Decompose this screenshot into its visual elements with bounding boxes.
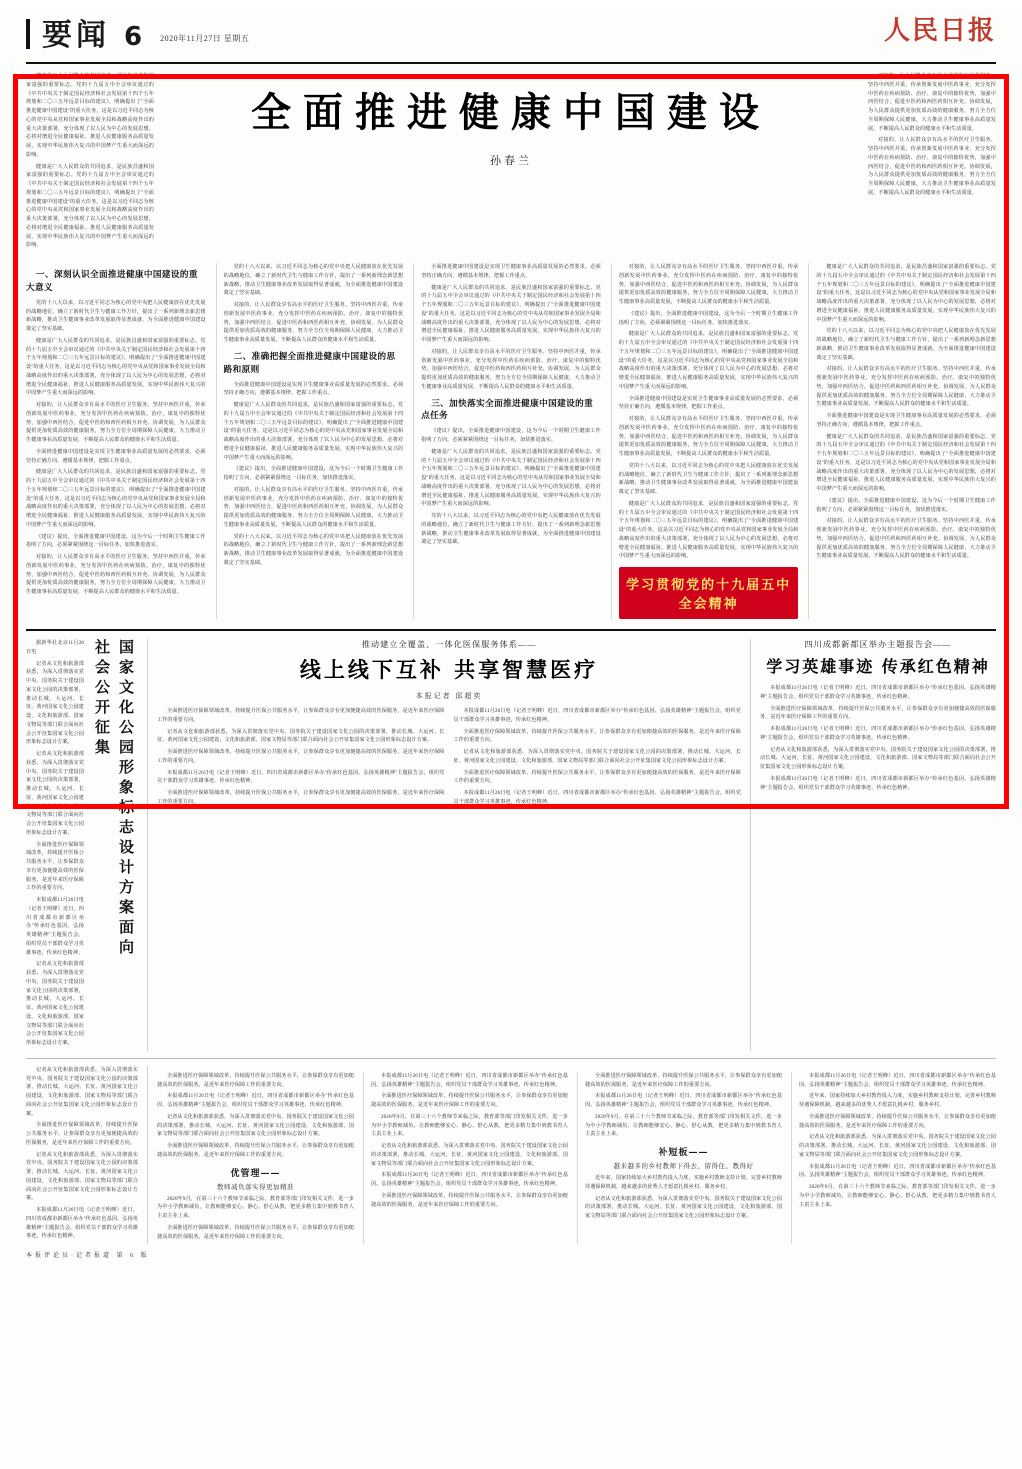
lead-headline: 全面推进健康中国建设: [251, 90, 771, 136]
lead-column-5-filler-b: 党的十八大以来，以习近平同志为核心的党中央把人民健康放在优先发展的战略地位，确立了新时代卫生与健康工作方针，提出了一系列新理念新思想新战略，推动卫生健康事业改革发展取得显著成就，为全面推进健康中国建设奠定了坚实基础。: [816, 328, 996, 361]
bottom-c1-f: 全面推进医疗保障领域改革，持续提升医保公共服务水平，让参保群众享有更加便捷高效的医保服务，是近年来医疗保障工作的重要方向。: [157, 1224, 354, 1240]
right-article-text-e: 本报成都11月26日电（记者王明峰）近日，四川省成都市新都区举办"传承红色基因、弘扬英雄精神"主题报告会，组织党员干部群众学习英雄事迹，传承红色精神。: [760, 775, 996, 791]
bottom-block-2-body: [585, 1174, 782, 1221]
section-divider: [26, 629, 996, 631]
bottom-c4-d: 记者从文化和旅游部获悉，为深入贯彻落实党中央、国务院关于建设国家文化公园的决策部署，推动长城、大运河、长征、黄河国家文化公园建设，文化和旅游部、国家文物局等部门联合面向社会公开征集国家文化公园形象标志设计方案。: [799, 1134, 996, 1158]
lower-section: [26, 639, 996, 1051]
middle-article: [157, 639, 741, 1051]
masthead-left: [26, 10, 249, 54]
lead-column-1-filler-f: 对接的，让人民群众享有高水平的医疗卫生服务。坚持中西医并重，传承创新发展中医药事业，充分发挥中医药在疾病预防、治疗、康复中的独特优势，加强中西医结合，促进中医药和西医药相互补充、协调发展，为人民群众提供更加优质高效的健康服务，努力全方位全周期保障人民健康，大力推动卫生健康事业高质量发展，不断提高人民群众的健康水平和生活质量。: [26, 554, 206, 596]
bottom-block-1-subtitle: 教师减负落实得更加精准: [217, 1183, 294, 1191]
lead-column-2-filler-c: 健康是广大人民群众的共同追求，是民族昌盛和国家富强的重要标志。党的十九届五中全会审议通过的《中共中央关于制定国民经济和社会发展第十四个五年规划和二〇三五年远景目标的建议》，明确提出了"全面推进健康中国建设"的重大任务，这是以习近平同志为核心的党中央从党和国家事业发展全局和战略高度作出的重大决策部署，充分体现了以人民为中心的发展思想，必将对增进全民健康福祉、推进人民健康服务高质量发展，实现中华民族伟大复兴的中国梦产生重大而深远的影响。: [223, 402, 404, 461]
right-article-body: [760, 684, 996, 792]
bottom-c2-c: 2020年9月，在第三十六个教师节来临之际，教育部等部门印发相关文件，进一步为中小学教师减负，让教师能够安心、静心、舒心从教，把更多精力集中到教书育人主责主业上来。: [371, 1113, 568, 1138]
lead-column-4: [611, 263, 799, 619]
bottom-block-2-title: 补短板——: [658, 1148, 709, 1158]
lead-column-3-text: [421, 427, 601, 547]
middle-col2-a: 本报成都11月26日电（记者王明峰）近日，四川省成都市新都区举办"传承红色基因、弘扬英雄精神"主题报告会，组织党员干部群众学习英雄事迹，传承红色精神。: [453, 708, 741, 723]
bottom-section: [26, 1066, 996, 1245]
lead-column-1-filler-d: 健康是广大人民群众的共同追求，是民族昌盛和国家富强的重要标志。党的十九届五中全会审议通过的《中共中央关于制定国民经济和社会发展第十四个五年规划和二〇三五年远景目标的建议》，明确提出了"全面推进健康中国建设"的重大任务，这是以习近平同志为核心的党中央从党和国家事业发展全局和战略高度作出的重大决策部署，充分体现了以人民为中心的发展思想，必将对增进全民健康福祉、推进人民健康服务高质量发展，实现中华民族伟大复兴的中国梦产生重大而深远的影响。: [26, 469, 206, 528]
bottom-c1-a: 全面推进医疗保障领域改革，持续提升医保公共服务水平，让参保群众享有更加便捷高效的医保服务，是近年来医疗保障工作的重要方向。: [157, 1072, 354, 1088]
bottom-col-1: [157, 1072, 354, 1245]
lead-left-sidebar-text-2: 健康是广大人民群众的共同追求，是民族昌盛和国家富强的重要标志。党的十九届五中全会审议通过的《中共中央关于制定国民经济和社会发展第十四个五年规划和二〇三五年远景目标的建议》，明确提出了"全面推进健康中国建设"的重大任务，这是以习近平同志为核心的党中央从党和国家事业发展全局和战略高度作出的重大决策部署，充分体现了以人民为中心的发展思想，必将对增进全民健康福祉、推进人民健康服务高质量发展，实现中华民族伟大复兴的中国梦产生重大而深远的影响。: [26, 163, 154, 249]
lead-column-2-filler-e: 对接的，让人民群众享有高水平的医疗卫生服务。坚持中西医并重，传承创新发展中医药事业，充分发挥中医药在疾病预防、治疗、康复中的独特优势，加强中西医结合，促进中医药和西医药相互补充、协调发展，为人民群众提供更加优质高效的健康服务，努力全方位全周期保障人民健康，大力推动卫生健康事业高质量发展，不断提高人民群众的健康水平和生活质量。: [223, 486, 404, 528]
middle-col1-e: 全面推进医疗保障领域改革，持续提升医保公共服务水平，让参保群众享有更加便捷高效的医保服务，是近年来医疗保障工作的重要方向。: [157, 790, 445, 805]
vertical-article-text-a: 记者从文化和旅游部获悉，为深入贯彻落实党中央、国务院关于建设国家文化公园的决策部署，推动长城、大运河、长征、黄河国家文化公园建设，文化和旅游部、国家文物局等部门联合面向社会公开征集国家文化公园形象标志设计方案。: [26, 660, 84, 746]
lead-column-2-filler-a: 党的十八大以来，以习近平同志为核心的党中央把人民健康放在优先发展的战略地位，确立了新时代卫生与健康工作方针，提出了一系列新理念新思想新战略，推动卫生健康事业改革发展取得显著成就，为全面推进健康中国建设奠定了坚实基础。: [223, 264, 404, 297]
red-banner-slogan: 学习贯彻党的十九届五中全会精神: [619, 567, 799, 619]
lead-column-2-filler-f: 党的十八大以来，以习近平同志为核心的党中央把人民健康放在优先发展的战略地位，确立了新时代卫生与健康工作方针，提出了一系列新理念新思想新战略，推动卫生健康事业改革发展取得显著成就，为全面推进健康中国建设奠定了坚实基础。: [223, 533, 404, 566]
bottom-c3-d: 近年来，国家持续加大乡村教育投入力度，实施乡村教师支持计划，完善乡村教师待遇保障机制，越来越多的优秀人才愿意扎根乡村、服务乡村。: [585, 1175, 782, 1190]
vertical-title-article: [26, 639, 138, 1051]
bottom-block-2-subtitle: 越来越多的乡村教师下得去、留得住、教得好: [613, 1163, 754, 1170]
lead-section-heading-1: 一、深刻认识全面推进健康中国建设的重大意义: [26, 270, 198, 293]
publication-date: 2020年11月27日 星期五: [160, 34, 250, 43]
newspaper-page: [0, 10, 1022, 1469]
lead-section-heading-2: 二、准确把握全面推进健康中国建设的思路和原则: [223, 351, 396, 375]
lead-body-columns: [26, 263, 996, 619]
bottom-c2-f: 全面推进医疗保障领域改革，持续提升医保公共服务水平，让参保群众享有更加便捷高效的医保服务，是近年来医疗保障工作的重要方向。: [371, 1192, 568, 1208]
bottom-c4-a: 本报成都11月26日电（记者王明峰）近日，四川省成都市新都区举办"传承红色基因、弘扬英雄精神"主题报告会，组织党员干部群众学习英雄事迹，传承红色精神。: [799, 1072, 996, 1088]
lead-section-body-1: 党的十八大以来，以习近平同志为核心的党中央把人民健康放在优先发展的战略地位，确立了新时代卫生与健康工作方针，提出了一系列新理念新思想新战略，推动卫生健康事业改革发展取得显著成就，为全面推进健康中国建设奠定了坚实基础。: [26, 299, 206, 333]
middle-article-kicker: 推动建立全覆盖、一体化医保服务体系——: [361, 640, 537, 649]
bottom-col-3-text: [585, 1072, 782, 1139]
bottom-c1-b: 本报成都11月26日电（记者王明峰）近日，四川省成都市新都区举办"传承红色基因、弘扬英雄精神"主题报告会，组织党员干部群众学习英雄事迹，传承红色精神。: [157, 1093, 354, 1108]
lead-column-3-filler-a: 全面推进健康中国建设是实现卫生健康事业高质量发展的必然要求，必须坚持正确方向，遵循基本规律，把握工作重点。: [421, 264, 601, 279]
lead-column-4-filler-g: 健康是广大人民群众的共同追求，是民族昌盛和国家富强的重要标志。党的十九届五中全会审议通过的《中共中央关于制定国民经济和社会发展第十四个五年规划和二〇三五年远景目标的建议》，明确提出了"全面推进健康中国建设"的重大任务，这是以习近平同志为核心的党中央从党和国家事业发展全局和战略高度作出的重大决策部署，充分体现了以人民为中心的发展思想，必将对增进全民健康福祉、推进人民健康服务高质量发展，实现中华民族伟大复兴的中国梦产生重大而深远的影响。: [618, 500, 799, 560]
bottom-four-columns: [157, 1072, 996, 1245]
middle-col1-b: 记者从文化和旅游部获悉，为深入贯彻落实党中央、国务院关于建设国家文化公园的决策部署，推动长城、大运河、长征、黄河国家文化公园建设，文化和旅游部、国家文物局等部门联合面向社会公开征集国家文化公园形象标志设计方案。: [157, 728, 445, 744]
lead-column-2-filler-d: 《建议》提出，全面推进健康中国建设，这为今后一个时期卫生健康工作指明了方向，必须紧紧围绕这一目标任务，加快推进落实。: [223, 466, 404, 482]
vertical-article-text-b: 记者从文化和旅游部获悉，为深入贯彻落实党中央、国务院关于建设国家文化公园的决策部署，推动长城、大运河、长征、黄河国家文化公园建设，文化和旅游部、国家文物局等部门联合面向社会公开征集国家文化公园形象标志设计方案。: [26, 751, 84, 836]
right-article-text-d: 记者从文化和旅游部获悉，为深入贯彻落实党中央、国务院关于建设国家文化公园的决策部署，推动长城、大运河、长征、黄河国家文化公园建设，文化和旅游部、国家文物局等部门联合面向社会公开征集国家文化公园形象标志设计方案。: [760, 746, 996, 770]
bottom-col-3: [577, 1072, 782, 1245]
bottom-c3-b: 本报成都11月26日电（记者王明峰）近日，四川省成都市新都区举办"传承红色基因、弘扬英雄精神"主题报告会，组织党员干部群众学习英雄事迹，传承红色精神。: [585, 1093, 782, 1108]
lead-column-4-filler-a: 对接的，让人民群众享有高水平的医疗卫生服务。坚持中西医并重，传承创新发展中医药事业，充分发挥中医药在疾病预防、治疗、康复中的独特优势，加强中西医结合，促进中医药和西医药相互补充、协调发展，为人民群众提供更加优质高效的健康服务，努力全方位全周期保障人民健康，大力推动卫生健康事业高质量发展，不断提高人民群众的健康水平和生活质量。: [618, 264, 799, 305]
vertical-article-body: [26, 639, 84, 1051]
bottom-main-columns: [157, 1066, 996, 1245]
middle-col1-a: 全面推进医疗保障领域改革，持续提升医保公共服务水平，让参保群众享有更加便捷高效的医保服务，是近年来医疗保障工作的重要方向。: [157, 708, 445, 723]
bottom-column-rule-1: [147, 1066, 148, 1245]
bottom-c1-c: 记者从文化和旅游部获悉，为深入贯彻落实党中央、国务院关于建设国家文化公园的决策部署，推动长城、大运河、长征、黄河国家文化公园建设，文化和旅游部、国家文物局等部门联合面向社会公开征集国家文化公园形象标志设计方案。: [157, 1113, 354, 1138]
middle-article-col-1: [157, 707, 445, 810]
lead-right-sidebar-text-2: 对接的，让人民群众享有高水平的医疗卫生服务。坚持中西医并重，传承创新发展中医药事业，充分发挥中医药在疾病预防、治疗、康复中的独特优势，加强中西医结合，促进中医药和西医药相互补充、协调发展，为人民群众提供更加优质高效的健康服务，努力全方位全周期保障人民健康，大力推动卫生健康事业高质量发展，不断提高人民群众的健康水平和生活质量。: [868, 137, 996, 196]
lead-column-5-filler-f: 《建议》提出，全面推进健康中国建设，这为今后一个时期卫生健康工作指明了方向，必须紧紧围绕这一目标任务，加快推进落实。: [816, 497, 996, 513]
lead-column-3-filler-d: 健康是广大人民群众的共同追求，是民族昌盛和国家富强的重要标志。党的十九届五中全会审议通过的《中共中央关于制定国民经济和社会发展第十四个五年规划和二〇三五年远景目标的建议》，明确提出了"全面推进健康中国建设"的重大任务，这是以习近平同志为核心的党中央从党和国家事业发展全局和战略高度作出的重大决策部署，充分体现了以人民为中心的发展思想，必将对增进全民健康福祉、推进人民健康服务高质量发展，实现中华民族伟大复兴的中国梦产生重大而深远的影响。: [421, 448, 601, 508]
masthead: [26, 10, 996, 64]
bottom-left-b: 全面推进医疗保障领域改革，持续提升医保公共服务水平，让参保群众享有更加便捷高效的医保服务，是近年来医疗保障工作的重要方向。: [26, 1122, 138, 1146]
lead-column-1-filler-e: 《建议》提出，全面推进健康中国建设，这为今后一个时期卫生健康工作指明了方向，必须紧紧围绕这一目标任务，加快推进落实。: [26, 533, 206, 549]
lead-column-4-filler-c: 健康是广大人民群众的共同追求，是民族昌盛和国家富强的重要标志。党的十九届五中全会审议通过的《中共中央关于制定国民经济和社会发展第十四个五年规划和二〇三五年远景目标的建议》，明确提出了"全面推进健康中国建设"的重大任务，这是以习近平同志为核心的党中央从党和国家事业发展全局和战略高度作出的重大决策部署，充分体现了以人民为中心的发展思想，必将对增进全民健康福祉、推进人民健康服务高质量发展，实现中华民族伟大复兴的中国梦产生重大而深远的影响。: [618, 331, 799, 390]
bottom-c4-f: 2020年9月，在第三十六个教师节来临之际，教育部等部门印发相关文件，进一步为中小学教师减负，让教师能够安心、静心、舒心从教，把更多精力集中到教书育人主责主业上来。: [799, 1184, 996, 1208]
bottom-block-1-body: [157, 1195, 354, 1242]
column-rule-1: [147, 639, 148, 1051]
lead-column-5-filler-e: 健康是广大人民群众的共同追求，是民族昌盛和国家富强的重要标志。党的十九届五中全会审议通过的《中共中央关于制定国民经济和社会发展第十四个五年规划和二〇三五年远景目标的建议》，明确提出了"全面推进健康中国建设"的重大任务，这是以习近平同志为核心的党中央从党和国家事业发展全局和战略高度作出的重大决策部署，充分体现了以人民为中心的发展思想，必将对增进全民健康福祉、推进人民健康服务高质量发展，实现中华民族伟大复兴的中国梦产生重大而深远的影响。: [816, 433, 996, 492]
middle-col2-d: 全面推进医疗保障领域改革，持续提升医保公共服务水平，让参保群众享有更加便捷高效的医保服务，是近年来医疗保障工作的重要方向。: [453, 769, 741, 785]
vertical-article-text-c: 全面推进医疗保障领域改革，持续提升医保公共服务水平，让参保群众享有更加便捷高效的医保服务，是近年来医疗保障工作的重要方向。: [26, 841, 84, 892]
lead-headline-area: [164, 72, 858, 168]
lead-column-3-text-top: [421, 263, 601, 392]
bottom-c3-c: 2020年9月，在第三十六个教师节来临之际，教育部等部门印发相关文件，进一步为中小学教师减负，让教师能够安心、静心、舒心从教，把更多精力集中到教书育人主责主业上来。: [585, 1113, 782, 1138]
vertical-article-text-e: 记者从文化和旅游部获悉，为深入贯彻落实党中央、国务院关于建设国家文化公园的决策部署，推动长城、大运河、长征、黄河国家文化公园建设，文化和旅游部、国家文物局等部门联合面向社会公开征集国家文化公园形象标志设计方案。: [26, 961, 84, 1046]
right-article-text-a: 本报成都11月26日电（记者王明峰）近日，四川省成都市新都区举办"传承红色基因、弘扬英雄精神"主题报告会，组织党员干部群众学习英雄事迹，传承红色精神。: [760, 685, 996, 700]
middle-article-byline: 本报记者 邱超奕: [415, 692, 483, 700]
middle-col2-c: 记者从文化和旅游部获悉，为深入贯彻落实党中央、国务院关于建设国家文化公园的决策部署，推动长城、大运河、长征、黄河国家文化公园建设，文化和旅游部、国家文物局等部门联合面向社会公开征集国家文化公园形象标志设计方案。: [453, 749, 741, 764]
lead-left-sidebar: [26, 72, 154, 253]
section-label: 要闻: [42, 18, 110, 53]
bottom-col-2-text: [371, 1072, 568, 1210]
lead-column-3-filler-b: 健康是广大人民群众的共同追求，是民族昌盛和国家富强的重要标志。党的十九届五中全会审议通过的《中共中央关于制定国民经济和社会发展第十四个五年规划和二〇三五年远景目标的建议》，明确提出了"全面推进健康中国建设"的重大任务，这是以习近平同志为核心的党中央从党和国家事业发展全局和战略高度作出的重大决策部署，充分体现了以人民为中心的发展思想，必将对增进全民健康福祉、推进人民健康服务高质量发展，实现中华民族伟大复兴的中国梦产生重大而深远的影响。: [421, 284, 601, 343]
right-article: [760, 639, 996, 1051]
bottom-col-4: [791, 1072, 996, 1245]
lead-column-2-text: [224, 381, 404, 568]
lead-column-5-filler-d: 全面推进健康中国建设是实现卫生健康事业高质量发展的必然要求，必须坚持正确方向，遵循基本规律，把握工作重点。: [816, 413, 996, 428]
section-bar-icon: [26, 19, 30, 49]
middle-article-columns: [157, 707, 741, 810]
lead-column-1-filler-a: 健康是广大人民群众的共同追求，是民族昌盛和国家富强的重要标志。党的十九届五中全会审议通过的《中共中央关于制定国民经济和社会发展第十四个五年规划和二〇三五年远景目标的建议》，明确提出了"全面推进健康中国建设"的重大任务，这是以习近平同志为核心的党中央从党和国家事业发展全局和战略高度作出的重大决策部署，充分体现了以人民为中心的发展思想，必将对增进全民健康福祉、推进人民健康服务高质量发展，实现中华民族伟大复兴的中国梦产生重大而深远的影响。: [26, 337, 206, 397]
lead-column-3: [413, 263, 601, 619]
lead-column-3-filler-e: 党的十八大以来，以习近平同志为核心的党中央把人民健康放在优先发展的战略地位，确立了新时代卫生与健康工作方针，提出了一系列新理念新思想新战略，推动卫生健康事业改革发展取得显著成就，为全面推进健康中国建设奠定了坚实基础。: [421, 513, 601, 546]
bottom-col-1-text: [157, 1072, 354, 1160]
right-article-text-b: 全面推进医疗保障领域改革，持续提升医保公共服务水平，让参保群众享有更加便捷高效的医保服务，是近年来医疗保障工作的重要方向。: [760, 705, 996, 721]
lead-section-body-3: 《建议》提出，全面推进健康中国建设，这为今后一个时期卫生健康工作指明了方向，必须紧紧围绕这一目标任务，加快推进落实。: [421, 428, 601, 444]
bottom-left-c: 记者从文化和旅游部获悉，为深入贯彻落实党中央、国务院关于建设国家文化公园的决策部署，推动长城、大运河、长征、黄河国家文化公园建设，文化和旅游部、国家文物局等部门联合面向社会公开征集国家文化公园形象标志设计方案。: [26, 1151, 138, 1202]
lead-column-4-text: [619, 263, 799, 561]
page-number: 6: [124, 22, 143, 52]
lead-right-sidebar: [868, 72, 996, 201]
bottom-c2-e: 本报成都11月26日电（记者王明峰）近日，四川省成都市新都区举办"传承红色基因、弘扬英雄精神"主题报告会，组织党员干部群众学习英雄事迹，传承红色精神。: [371, 1172, 568, 1187]
lead-column-2-filler-b: 对接的，让人民群众享有高水平的医疗卫生服务。坚持中西医并重，传承创新发展中医药事业，充分发挥中医药在疾病预防、治疗、康复中的独特优势，加强中西医结合，促进中医药和西医药相互补充、协调发展，为人民群众提供更加优质高效的健康服务，努力全方位全周期保障人民健康，大力推动卫生健康事业高质量发展，不断提高人民群众的健康水平和生活质量。: [223, 302, 404, 343]
lead-column-1-filler-b: 对接的，让人民群众享有高水平的医疗卫生服务。坚持中西医并重，传承创新发展中医药事业，充分发挥中医药在疾病预防、治疗、康复中的独特优势，加强中西医结合，促进中医药和西医药相互补充、协调发展，为人民群众提供更加优质高效的健康服务，努力全方位全周期保障人民健康，大力推动卫生健康事业高质量发展，不断提高人民群众的健康水平和生活质量。: [26, 402, 206, 444]
lead-section-heading-3: 三、加快落实全面推进健康中国建设的重点任务: [421, 398, 594, 422]
bottom-c2-b: 全面推进医疗保障领域改革，持续提升医保公共服务水平，让参保群众享有更加便捷高效的医保服务，是近年来医疗保障工作的重要方向。: [371, 1093, 568, 1108]
bottom-c1-e: 2020年9月，在第三十六个教师节来临之际，教育部等部门印发相关文件，进一步为中小学教师减负，让教师能够安心、静心、舒心从教，把更多精力集中到教书育人主责主业上来。: [157, 1195, 354, 1219]
bottom-c3-a: 全面推进医疗保障领域改革，持续提升医保公共服务水平，让参保群众享有更加便捷高效的医保服务，是近年来医疗保障工作的重要方向。: [585, 1072, 782, 1088]
middle-col2-e: 本报成都11月26日电（记者王明峰）近日，四川省成都市新都区举办"传承红色基因、弘扬英雄精神"主题报告会，组织党员干部群众学习英雄事迹，传承红色精神。: [453, 790, 741, 805]
lead-column-4-filler-e: 对接的，让人民群众享有高水平的医疗卫生服务。坚持中西医并重，传承创新发展中医药事业，充分发挥中医药在疾病预防、治疗、康复中的独特优势，加强中西医结合，促进中医药和西医药相互补充、协调发展，为人民群众提供更加优质高效的健康服务，努力全方位全周期保障人民健康，大力推动卫生健康事业高质量发展，不断提高人民群众的健康水平和生活质量。: [618, 416, 799, 457]
lead-column-5: [808, 263, 996, 619]
right-article-text-c: 本报成都11月26日电（记者王明峰）近日，四川省成都市新都区举办"传承红色基因、弘扬英雄精神"主题报告会，组织党员干部群众学习英雄事迹，传承红色精神。: [760, 726, 996, 741]
bottom-block-1-title: 优管理——: [230, 1168, 281, 1179]
bottom-c2-d: 记者从文化和旅游部获悉，为深入贯彻落实党中央、国务院关于建设国家文化公园的决策部署，推动长城、大运河、长征、黄河国家文化公园建设，文化和旅游部、国家文物局等部门联合面向社会公开征集国家文化公园形象标志设计方案。: [371, 1143, 568, 1167]
vertical-article-text-d: 本报成都11月26日电（记者王明峰）近日，四川省成都市新都区举办"传承红色基因、弘扬英雄精神"主题报告会，组织党员干部群众学习英雄事迹，传承红色精神。: [26, 897, 84, 956]
bottom-left-text: [26, 1066, 138, 1245]
lead-column-3-filler-c: 对接的，让人民群众享有高水平的医疗卫生服务。坚持中西医并重，传承创新发展中医药事业，充分发挥中医药在疾病预防、治疗、康复中的独特优势，加强中西医结合，促进中医药和西医药相互补充、协调发展，为人民群众提供更加优质高效的健康服务，努力全方位全周期保障人民健康，大力推动卫生健康事业高质量发展，不断提高人民群众的健康水平和生活质量。: [421, 348, 601, 390]
bottom-divider: [26, 1058, 996, 1059]
lead-column-1: [26, 263, 206, 619]
lead-column-2-text-top: [224, 263, 404, 345]
middle-col1-c: 全面推进医疗保障领域改革，持续提升医保公共服务水平，让参保群众享有更加便捷高效的医保服务，是近年来医疗保障工作的重要方向。: [157, 749, 445, 764]
lead-column-4-filler-b: 《建议》提出，全面推进健康中国建设，这为今后一个时期卫生健康工作指明了方向，必须紧紧围绕这一目标任务，加快推进落实。: [618, 310, 799, 326]
bottom-c3-e: 记者从文化和旅游部获悉，为深入贯彻落实党中央、国务院关于建设国家文化公园的决策部署，推动长城、大运河、长征、黄河国家文化公园建设，文化和旅游部、国家文物局等部门联合面向社会公开征集国家文化公园形象标志设计方案。: [585, 1195, 782, 1219]
lead-left-sidebar-text: 健康是广大人民群众的共同追求，是民族昌盛和国家富强的重要标志。党的十九届五中全会审议通过的《中共中央关于制定国民经济和社会发展第十四个五年规划和二〇三五年远景目标的建议》，明确提出了"全面推进健康中国建设"的重大任务，这是以习近平同志为核心的党中央从党和国家事业发展全局和战略高度作出的重大决策部署，充分体现了以人民为中心的发展思想，必将对增进全民健康福祉、推进人民健康服务高质量发展，实现中华民族伟大复兴的中国梦产生重大而深远的影响。: [26, 73, 154, 158]
lead-column-5-filler-g: 对接的，让人民群众享有高水平的医疗卫生服务。坚持中西医并重，传承创新发展中医药事业，充分发挥中医药在疾病预防、治疗、康复中的独特优势，加强中西医结合，促进中医药和西医药相互补充、协调发展，为人民群众提供更加优质高效的健康服务，努力全方位全周期保障人民健康，大力推动卫生健康事业高质量发展，不断提高人民群众的健康水平和生活质量。: [816, 518, 996, 560]
lead-byline: 孙春兰: [490, 155, 532, 167]
middle-col2-b: 全面推进医疗保障领域改革，持续提升医保公共服务水平，让参保群众享有更加便捷高效的医保服务，是近年来医疗保障工作的重要方向。: [453, 728, 741, 744]
lead-section-body-2: 全面推进健康中国建设是实现卫生健康事业高质量发展的必然要求，必须坚持正确方向，遵循基本规律，把握工作重点。: [223, 381, 404, 397]
middle-col1-d: 本报成都11月26日电（记者王明峰）近日，四川省成都市新都区举办"传承红色基因、弘扬英雄精神"主题报告会，组织党员干部群众学习英雄事迹，传承红色精神。: [157, 769, 445, 785]
right-article-headline: 学习英雄事迹 传承红色精神: [766, 657, 990, 676]
lead-article-top: [26, 72, 996, 253]
page-credit: 本报评论员·记者报道 第 6 版: [26, 1253, 150, 1260]
right-article-kicker: 四川成都新都区举办主题报告会——: [804, 640, 952, 649]
lead-column-5-filler-a: 健康是广大人民群众的共同追求，是民族昌盛和国家富强的重要标志。党的十九届五中全会审议通过的《中共中央关于制定国民经济和社会发展第十四个五年规划和二〇三五年远景目标的建议》，明确提出了"全面推进健康中国建设"的重大任务，这是以习近平同志为核心的党中央从党和国家事业发展全局和战略高度作出的重大决策部署，充分体现了以人民为中心的发展思想，必将对增进全民健康福祉、推进人民健康服务高质量发展，实现中华民族伟大复兴的中国梦产生重大而深远的影响。: [816, 264, 996, 323]
vertical-article-kicker: 据新华社北京11月26日电: [26, 640, 84, 655]
lead-column-1-filler-c: 全面推进健康中国建设是实现卫生健康事业高质量发展的必然要求，必须坚持正确方向，遵循基本规律，把握工作重点。: [26, 448, 206, 464]
lead-article: [26, 72, 996, 619]
middle-article-col-2: [454, 707, 742, 810]
lead-column-4-filler-f: 党的十八大以来，以习近平同志为核心的党中央把人民健康放在优先发展的战略地位，确立了新时代卫生与健康工作方针，提出了一系列新理念新思想新战略，推动卫生健康事业改革发展取得显著成就，为全面推进健康中国建设奠定了坚实基础。: [618, 462, 799, 495]
lead-column-5-filler-c: 对接的，让人民群众享有高水平的医疗卫生服务。坚持中西医并重，传承创新发展中医药事业，充分发挥中医药在疾病预防、治疗、康复中的独特优势，加强中西医结合，促进中医药和西医药相互补充、协调发展，为人民群众提供更加优质高效的健康服务，努力全方位全周期保障人民健康，大力推动卫生健康事业高质量发展，不断提高人民群众的健康水平和生活质量。: [816, 366, 996, 408]
bottom-col-2: [363, 1072, 568, 1245]
lead-right-sidebar-text: 对接的，让人民群众享有高水平的医疗卫生服务。坚持中西医并重，传承创新发展中医药事业，充分发挥中医药在疾病预防、治疗、康复中的独特优势，加强中西医结合，促进中医药和西医药相互补充、协调发展，为人民群众提供更加优质高效的健康服务，努力全方位全周期保障人民健康，大力推动卫生健康事业高质量发展，不断提高人民群众的健康水平和生活质量。: [868, 73, 996, 132]
bottom-left-a: 记者从文化和旅游部获悉，为深入贯彻落实党中央、国务院关于建设国家文化公园的决策部署，推动长城、大运河、长征、黄河国家文化公园建设，文化和旅游部、国家文物局等部门联合面向社会公开征集国家文化公园形象标志设计方案。: [26, 1066, 138, 1117]
bottom-left-d: 本报成都11月26日电（记者王明峰）近日，四川省成都市新都区举办"传承红色基因、弘扬英雄精神"主题报告会，组织党员干部群众学习英雄事迹，传承红色精神。: [26, 1207, 138, 1240]
bottom-c1-d: 全面推进医疗保障领域改革，持续提升医保公共服务水平，让参保群众享有更加便捷高效的医保服务，是近年来医疗保障工作的重要方向。: [157, 1143, 354, 1158]
column-rule-2: [750, 639, 751, 1051]
bottom-c4-b: 近年来，国家持续加大乡村教育投入力度，实施乡村教师支持计划，完善乡村教师待遇保障机制，越来越多的优秀人才愿意扎根乡村、服务乡村。: [799, 1093, 996, 1108]
bottom-c4-c: 全面推进医疗保障领域改革，持续提升医保公共服务水平，让参保群众享有更加便捷高效的医保服务，是近年来医疗保障工作的重要方向。: [799, 1113, 996, 1129]
lead-column-5-text: [816, 263, 996, 561]
lead-column-1-text: [26, 299, 206, 597]
bottom-col-4-text: [799, 1072, 996, 1210]
vertical-headline: 国家文化公园形象标志设计方案面向社会公开征集: [93, 639, 135, 959]
lead-column-2: [216, 263, 404, 619]
bottom-c2-a: 本报成都11月26日电（记者王明峰）近日，四川省成都市新都区举办"传承红色基因、弘扬英雄精神"主题报告会，组织党员干部群众学习英雄事迹，传承红色精神。: [371, 1072, 568, 1088]
middle-article-headline: 线上线下互补 共享智慧医疗: [299, 658, 599, 682]
paper-nameplate: 人民日报: [883, 16, 996, 46]
lead-column-4-filler-d: 全面推进健康中国建设是实现卫生健康事业高质量发展的必然要求，必须坚持正确方向，遵循基本规律，把握工作重点。: [618, 395, 799, 411]
bottom-left-spacer: [26, 1066, 138, 1245]
bottom-c4-e: 本报成都11月26日电（记者王明峰）近日，四川省成都市新都区举办"传承红色基因、弘扬英雄精神"主题报告会，组织党员干部群众学习英雄事迹，传承红色精神。: [799, 1163, 996, 1179]
